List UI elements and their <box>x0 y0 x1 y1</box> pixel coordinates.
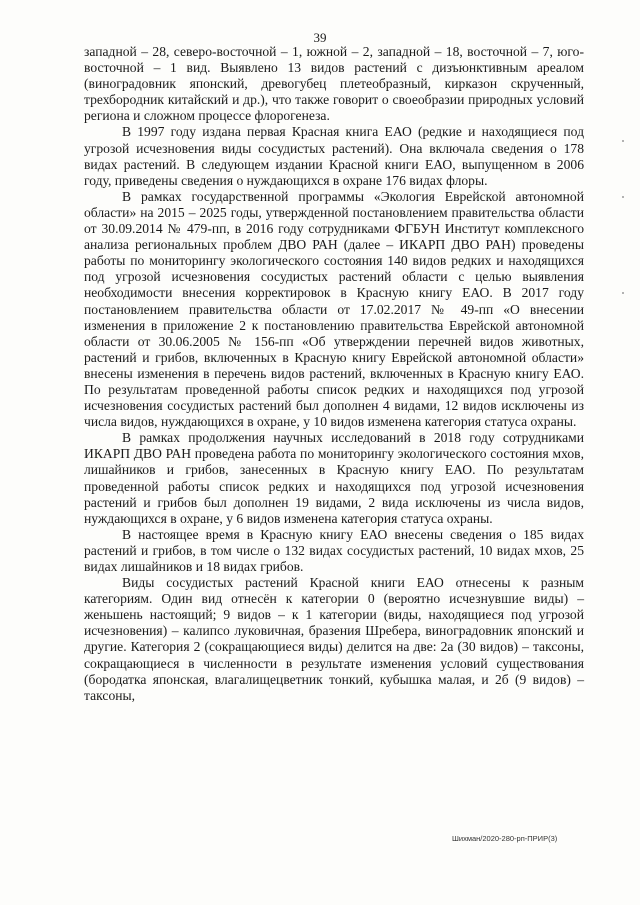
paragraph-red-book-1997: В 1997 году издана первая Красная книга ЕАО (редкие и находящиеся под угрозой исчезновения виды сосудистых растений). Она включала сведения о 178 видах растений. В следующем издании Красной книги ЕАО, выпущенном в 2006 году, приведены сведения о нуждающихся в охране 176 видах флоры. <box>84 124 584 188</box>
scan-artifact <box>622 196 624 198</box>
paragraph-categories: Виды сосудистых растений Красной книги ЕАО отнесены к разным категориям. Один вид отнесён к категории 0 (вероятно исчезнувшие виды) – женьшень настоящий; 9 видов – к 1 категории (виды, находящиеся под угрозой исчезновения) – калипсо луковичная, бразения Шребера, виноградовник японский и другие. Категория 2 (сокращающиеся виды) делится на две: 2а (30 видов) – таксоны, сокращающиеся в численности в результате изменения условий существования (бородатка японская, влагалищецветник тонкий, кубышка малая, и 2б (9 видов) – таксоны, <box>84 575 584 703</box>
scan-artifact <box>622 140 624 142</box>
paragraph-research-2018: В рамках продолжения научных исследований в 2018 году сотрудниками ИКАРП ДВО РАН проведена работа по мониторингу экологического состояния мхов, лишайников и грибов, занесенных в Красную книгу ЕАО. По результатам проведенной работы список редких и находящихся под угрозой исчезновения растений и грибов был дополнен 19 видами, 2 вида исключены из числа видов, нуждающихся в охране, у 6 видов изменена категория статуса охраны. <box>84 430 584 526</box>
document-footer-code: Шихман/2020-280-рп-ПРИР(3) <box>452 834 558 843</box>
page-number: 39 <box>313 30 327 45</box>
scan-artifact <box>622 292 624 294</box>
paragraph-current-status: В настоящее время в Красную книгу ЕАО внесены сведения о 185 видах растений и грибов, в том числе о 132 видах сосудистых растений, 10 видах мхов, 25 видах лишайников и 18 видах грибов. <box>84 526 584 574</box>
paragraph-ecology-program: В рамках государственной программы «Экология Еврейской автономной области» на 2015 – 2025 годы, утвержденной постановлением правительства области от 30.09.2014 № 479-пп, в 2016 году сотрудниками ФГБУН Институт комплексного анализа региональных проблем ДВО РАН (далее – ИКАРП ДВО РАН) проведены работы по мониторингу экологического состояния 140 видов редких и находящихся под угрозой исчезновения сосудистых растений области с целью выявления необходимости внесения корректировок в Красную книгу ЕАО. В 2017 году постановлением правительства области от 17.02.2017 № 49-пп «О внесении изменения в приложение 2 к постановлению правительства Еврейской автономной области от 30.06.2005 № 156-пп «Об утверждении перечней видов животных, растений и грибов, включенных в Красную книгу Еврейской автономной области» внесены изменения в перечень видов растений, включенных в Красную книгу ЕАО. По результатам проведенной работы список редких и находящихся под угрозой исчезновения сосудистых растений был дополнен 4 видами, 12 видов исключены из числа видов, нуждающихся в охране, у 10 видов изменена категория статуса охраны. <box>84 188 584 430</box>
body-text <box>84 44 584 704</box>
paragraph-continuation: западной – 28, северо-восточной – 1, южной – 2, западной – 18, восточной – 7, юго-восточной – 1 вид. Выявлено 13 видов растений с дизъюнктивным ареалом (виноградовник японский, древогубец плетеобразный, кирказон скрученный, трехбородник китайский и др.), что также говорит о своеобразии природных условий региона и сложном процессе флорогенеза. <box>84 44 584 124</box>
